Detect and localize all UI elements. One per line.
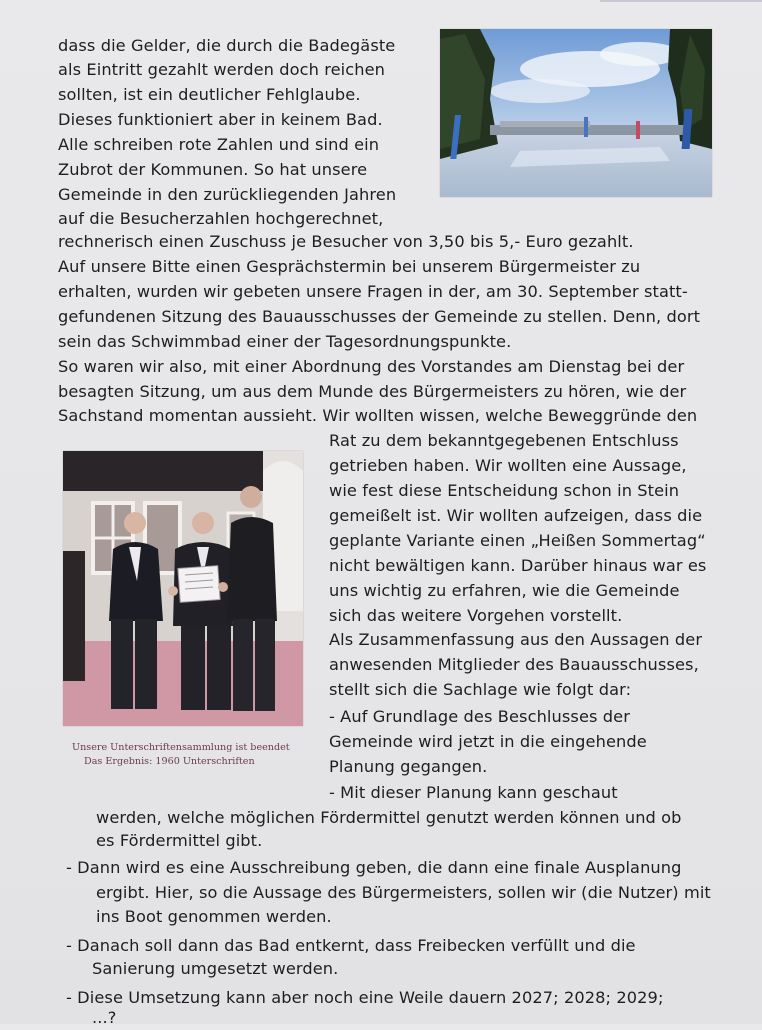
page-edge: [600, 0, 762, 2]
text-line: ins Boot genommen werden.: [96, 907, 332, 926]
text-line: auf die Besucherzahlen hochgerechnet,: [58, 209, 384, 228]
text-line: Rat zu dem bekanntgegebenen Entschluss: [329, 431, 679, 450]
text-line: wie fest diese Entscheidung schon in Stein: [329, 481, 680, 500]
text-line: sich das weitere Vorgehen vorstellt.: [329, 606, 623, 625]
text-line: dass die Gelder, die durch die Badegäste: [58, 36, 396, 55]
text-line: es Fördermittel gibt.: [96, 831, 263, 850]
text-line: Zubrot der Kommunen. So hat unsere: [58, 160, 368, 179]
text-line: So waren wir also, mit einer Abordnung des Vorstandes am Dienstag bei der: [58, 357, 685, 376]
text-line: sein das Schwimmbad einer der Tagesordnungspunkte.: [58, 332, 512, 351]
text-line: getrieben haben. Wir wollten eine Aussage,: [329, 456, 687, 475]
text-line: Gemeinde in den zurückliegenden Jahren: [58, 185, 397, 204]
text-line: ...?: [92, 1008, 117, 1027]
text-line: - Danach soll dann das Bad entkernt, dass Freibecken verfüllt und die: [66, 936, 636, 955]
photo-three-men-certificate-icon: [63, 451, 303, 726]
photo-caption-line1: Unsere Unterschriftensammlung ist beendet: [72, 742, 290, 753]
text-line: - Mit dieser Planung kann geschaut: [329, 783, 618, 802]
text-line: Sanierung umgesetzt werden.: [92, 959, 339, 978]
text-line: geplante Variante einen „Heißen Sommertag“: [329, 531, 706, 550]
text-line: - Dann wird es eine Ausschreibung geben, die dann eine finale Ausplanung: [66, 858, 682, 877]
text-line: Sachstand momentan aussieht. Wir wollten wissen, welche Beweggründe den: [58, 406, 698, 425]
text-line: erhalten, wurden wir gebeten unsere Fragen in der, am 30. September statt-: [58, 282, 688, 301]
photo-three-men-certificate: [63, 451, 303, 726]
text-line: besagten Sitzung, um aus dem Munde des Bürgermeisters zu hören, wie der: [58, 382, 687, 401]
text-line: Gemeinde wird jetzt in die eingehende: [329, 732, 647, 751]
photo-outdoor-pool-icon: [440, 29, 712, 197]
text-line: Planung gegangen.: [329, 757, 488, 776]
photo-caption-line2: Das Ergebnis: 1960 Unterschriften: [84, 756, 255, 767]
text-line: sollten, ist ein deutlicher Fehlglaube.: [58, 85, 361, 104]
text-line: nicht bewältigen kann. Darüber hinaus war es: [329, 556, 707, 575]
text-line: rechnerisch einen Zuschuss je Besucher von 3,50 bis 5,- Euro gezahlt.: [58, 232, 634, 251]
text-line: - Auf Grundlage des Beschlusses der: [329, 707, 630, 726]
text-line: - Diese Umsetzung kann aber noch eine Weile dauern 2027; 2028; 2029;: [66, 988, 664, 1007]
text-line: als Eintritt gezahlt werden doch reichen: [58, 60, 386, 79]
photo-outdoor-pool: [440, 29, 712, 197]
text-line: Dieses funktioniert aber in keinem Bad.: [58, 110, 383, 129]
text-line: Auf unsere Bitte einen Gesprächstermin bei unserem Bürgermeister zu: [58, 257, 641, 276]
text-line: gemeißelt ist. Wir wollten aufzeigen, dass die: [329, 506, 703, 525]
text-line: gefundenen Sitzung des Bauausschusses der Gemeinde zu stellen. Denn, dort: [58, 307, 701, 326]
text-line: ergibt. Hier, so die Aussage des Bürgermeisters, sollen wir (die Nutzer) mit: [96, 883, 711, 902]
text-line: stellt sich die Sachlage wie folgt dar:: [329, 680, 632, 699]
text-line: uns wichtig zu erfahren, wie die Gemeinde: [329, 581, 680, 600]
text-line: werden, welche möglichen Fördermittel genutzt werden können und ob: [96, 808, 682, 827]
text-line: Alle schreiben rote Zahlen und sind ein: [58, 135, 380, 154]
text-line: anwesenden Mitglieder des Bauausschusses,: [329, 655, 699, 674]
text-line: Als Zusammenfassung aus den Aussagen der: [329, 630, 703, 649]
